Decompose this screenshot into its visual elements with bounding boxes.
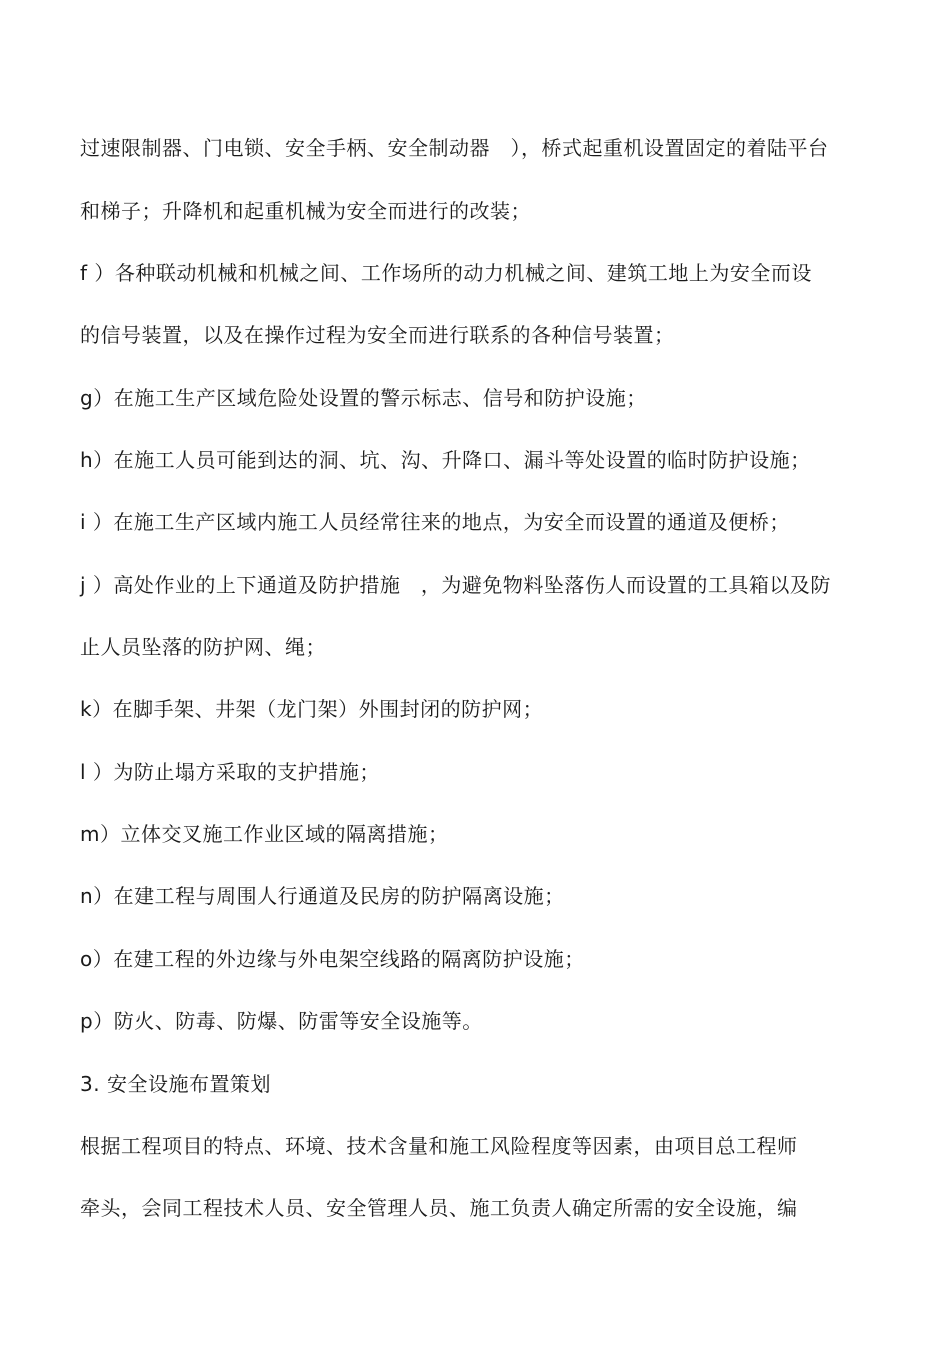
text-line-17: 根据工程项目的特点、环境、技术含量和施工风险程度等因素，由项目总工程师 (80, 1134, 798, 1158)
text-line-2: 和梯子；升降机和起重机械为安全而进行的改装； (80, 199, 531, 223)
text-line-12: m）立体交叉施工作业区域的隔离措施； (80, 822, 449, 846)
text-line-3: f ）各种联动机械和机械之间、工作场所的动力机械之间、建筑工地上为安全而设 (80, 261, 812, 285)
section-heading: 3. 安全设施布置策划 (80, 1072, 271, 1096)
text-line-6: h）在施工人员可能到达的洞、坑、沟、升降口、漏斗等处设置的临时防护设施； (80, 448, 811, 472)
text-line-9: 止人员坠落的防护网、绳； (80, 635, 326, 659)
text-line-14: o）在建工程的外边缘与外电架空线路的隔离防护设施； (80, 947, 585, 971)
text-line-18: 牵头，会同工程技术人员、安全管理人员、施工负责人确定所需的安全设施，编 (80, 1196, 798, 1220)
text-line-4: 的信号装置，以及在操作过程为安全而进行联系的各种信号装置； (80, 323, 675, 347)
text-line-7: i ）在施工生产区域内施工人员经常往来的地点，为安全而设置的通道及便桥； (80, 510, 790, 534)
text-line-1: 过速限制器、门电锁、安全手柄、安全制动器 ），桥式起重机设置固定的着陆平台 (80, 136, 829, 160)
text-line-13: n）在建工程与周围人行通道及民房的防护隔离设施； (80, 884, 565, 908)
text-line-8: j ）高处作业的上下通道及防护措施 ，为避免物料坠落伤人而设置的工具箱以及防 (80, 573, 831, 597)
text-line-5: g）在施工生产区域危险处设置的警示标志、信号和防护设施； (80, 386, 647, 410)
text-line-15: p）防火、防毒、防爆、防雷等安全设施等。 (80, 1009, 483, 1033)
text-line-11: l ）为防止塌方采取的支护措施； (80, 760, 380, 784)
text-line-10: k）在脚手架、井架（龙门架）外围封闭的防护网； (80, 697, 544, 721)
